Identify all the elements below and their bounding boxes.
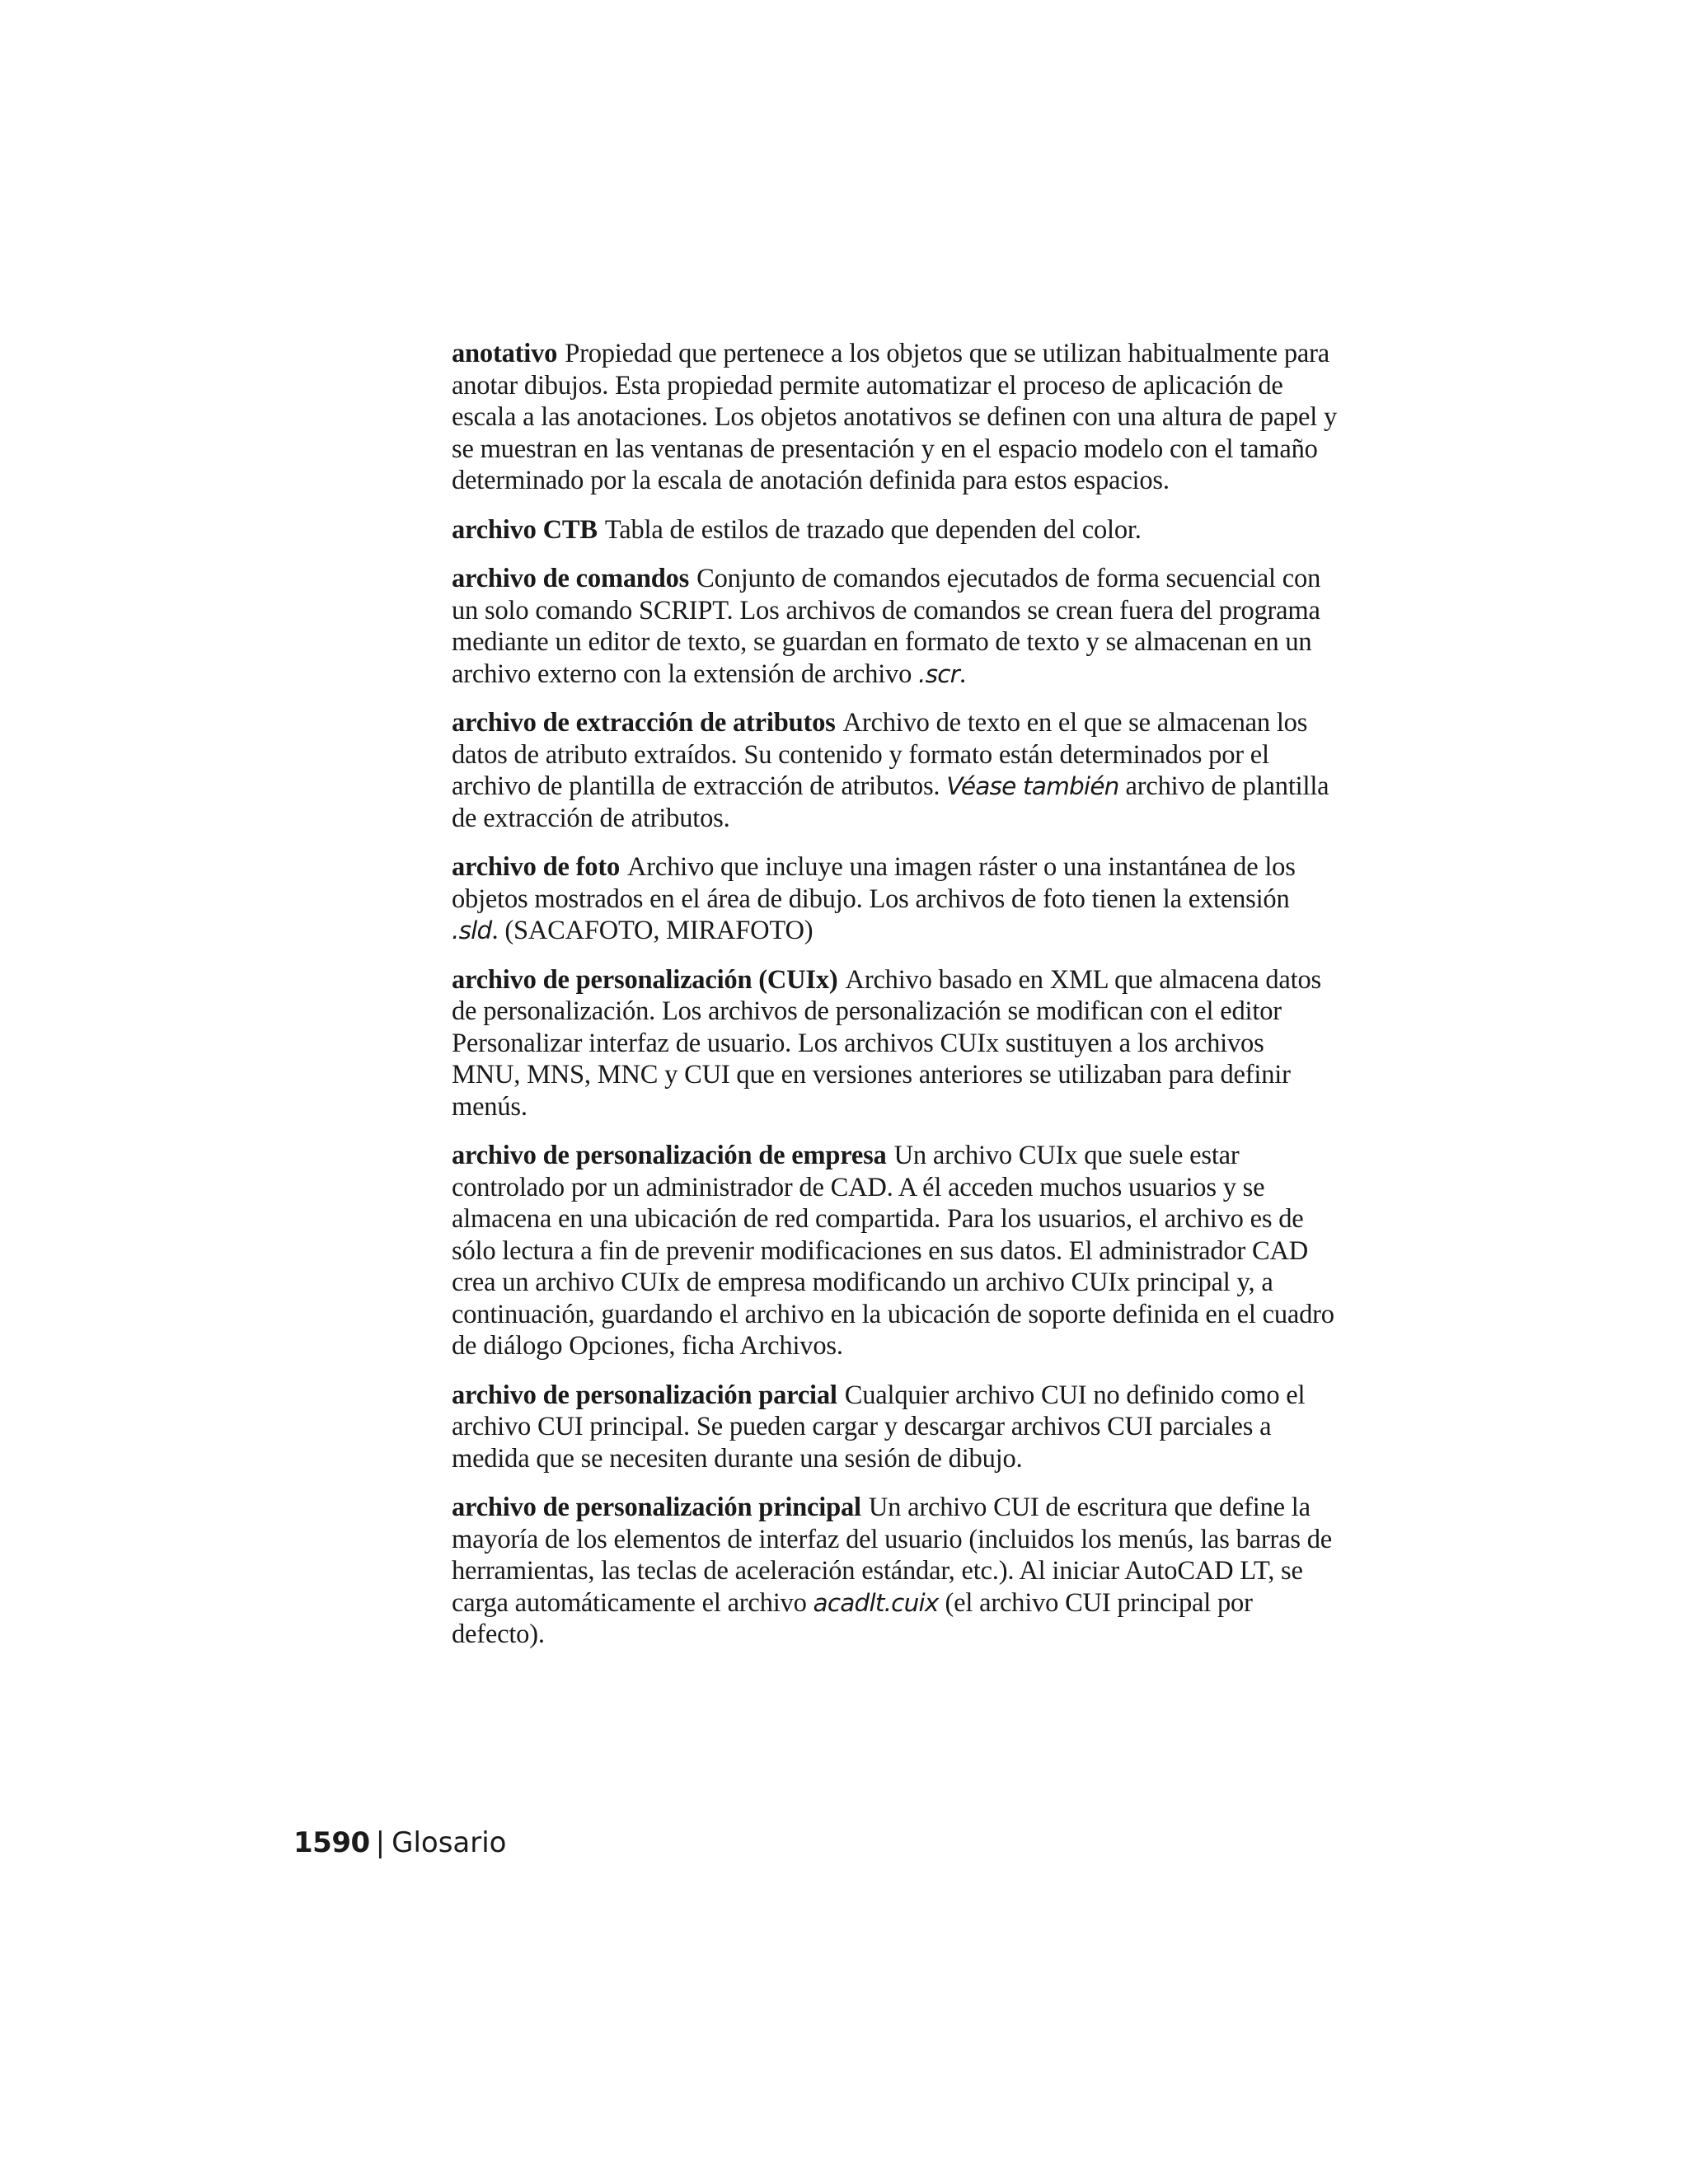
page-number: 1590 bbox=[293, 1826, 370, 1859]
entry-term: archivo de extracción de atributos bbox=[452, 708, 836, 738]
entry-term: archivo de personalización (CUIx) bbox=[452, 964, 838, 995]
entry-definition-text: Tabla de estilos de trazado que dependen del color. bbox=[604, 514, 1142, 545]
page-footer bbox=[293, 1825, 506, 1861]
entry-definition-text: Propiedad que pertenece a los objetos que se utilizan habitualmente para anotar dibujos. Esta propiedad permite automatizar el proceso de aplicación de escala a las anotaciones. Los objetos anotativos se definen con una altura de papel y se muestran en las ventanas de presentación y en el espacio modelo con el tamaño determinado por la escala de anotación definida para estos espacios. bbox=[452, 339, 1338, 495]
entry-definition-text: Un archivo CUIx que suele estar controlado por un administrador de CAD. A él acceden muchos usuarios y se almacena en una ubicación de red compartida. Para los usuarios, el archivo es de sólo lectura a fin de prevenir modificaciones en sus datos. El administrador CAD crea un archivo CUIx de empresa modificando un archivo CUIx principal y, a continuación, guardando el archivo en la ubicación de soporte definida en el cuadro de diálogo Opciones, ficha Archivos. bbox=[452, 1141, 1334, 1361]
glossary-entry bbox=[452, 1492, 1338, 1651]
entry-definition-text: Archivo basado en XML que almacena datos de personalización. Los archivos de personalización se modifican con el editor Personalizar interfaz de usuario. Los archivos CUIx sustituyen a los archivos MNU, MNS, MNC y CUI que en versiones anteriores se utilizaban para definir menús. bbox=[452, 964, 1321, 1122]
glossary-entry bbox=[452, 514, 1338, 546]
entry-definition-text: . bbox=[959, 658, 966, 689]
glossary-entry bbox=[452, 563, 1338, 690]
entry-definition-text: Un archivo CUI de escritura que define la mayoría de los elementos de interfaz del usuario (incluidos los menús, las barras de herramientas, las teclas de aceleración estándar, etc.). Al iniciar AutoCAD LT, se carga automáticamente el archivo bbox=[452, 1493, 1333, 1618]
glossary-entry bbox=[452, 851, 1338, 947]
entry-definition-text: (el archivo CUI principal por defecto). bbox=[452, 1587, 1253, 1649]
entry-definition-text: . (SACAFOTO, MIRAFOTO) bbox=[491, 916, 814, 945]
glossary-entry bbox=[452, 964, 1338, 1123]
entry-definition-text: Cualquier archivo CUI no definido como el archivo CUI principal. Se pueden cargar y descargar archivos CUI parciales a medida que se necesiten durante una sesión de dibujo. bbox=[452, 1380, 1306, 1474]
glossary-entry bbox=[452, 707, 1338, 834]
entry-term: archivo CTB bbox=[452, 514, 598, 545]
entry-term: archivo de personalización de empresa bbox=[452, 1141, 887, 1170]
footer-separator: | bbox=[375, 1826, 386, 1859]
entry-italic-text: acadlt.cuix bbox=[813, 1588, 939, 1617]
entry-term: archivo de personalización principal bbox=[452, 1493, 861, 1522]
entry-definition-text: Conjunto de comandos ejecutados de forma secuencial con un solo comando SCRIPT. Los archivos de comandos se crean fuera del programa mediante un editor de texto, se guardan en formato de texto y se almacenan en un archivo externo con la extensión de archivo bbox=[452, 564, 1321, 689]
entry-italic-text: Véase también bbox=[946, 772, 1119, 800]
section-title: Glosario bbox=[392, 1826, 507, 1859]
entry-term: anotativo bbox=[452, 339, 558, 368]
entry-definition-text: Archivo de texto en el que se almacenan los datos de atributo extraídos. Su contenido y formato están determinados por el archivo de plantilla de extracción de atributos. bbox=[452, 708, 1308, 801]
entry-term: archivo de foto bbox=[452, 852, 621, 882]
entry-italic-text: .sld bbox=[452, 916, 492, 944]
entry-term: archivo de comandos bbox=[452, 564, 690, 593]
glossary-entry bbox=[452, 338, 1338, 497]
entry-term: archivo de personalización parcial bbox=[452, 1380, 837, 1410]
glossary-entry bbox=[452, 1140, 1338, 1362]
glossary-entries bbox=[452, 338, 1338, 1668]
entry-definition-text: archivo de plantilla de extracción de atributos. bbox=[452, 771, 1329, 833]
entry-definition-text: Archivo que incluye una imagen ráster o una instantánea de los objetos mostrados en el área de dibujo. Los archivos de foto tienen la extensión bbox=[452, 852, 1296, 914]
entry-italic-text: .scr bbox=[918, 659, 959, 688]
glossary-entry bbox=[452, 1380, 1338, 1475]
